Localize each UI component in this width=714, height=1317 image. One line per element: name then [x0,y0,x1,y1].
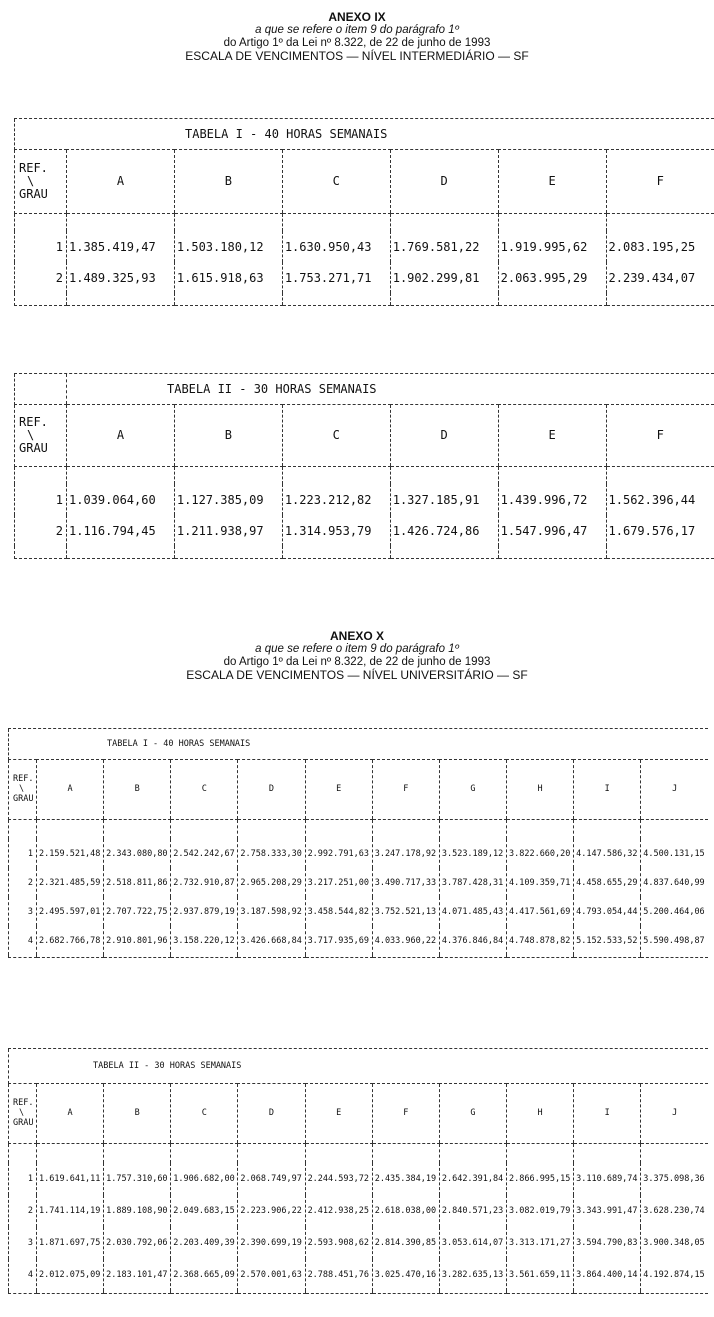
value-cell: 3.628.230,74 [641,1195,708,1227]
value-cell: 3.752.521,13 [372,897,439,926]
spacer-cell [498,546,606,558]
grau-cell: 1 [15,484,67,515]
value-cell: 3.053.614,07 [439,1227,506,1259]
value-cell: 3.025.470,16 [372,1259,439,1291]
value-cell: 3.561.659,11 [506,1259,573,1291]
value-cell: 2.239.434,07 [606,262,714,293]
grau-cell: 4 [9,926,37,955]
spacer-cell [641,819,708,839]
column-header: C [282,404,390,466]
table-title-spacer [15,374,67,404]
ref-grau-label-line: GRAU [13,1118,34,1128]
value-cell: 1.562.396,44 [606,484,714,515]
spacer-cell [282,213,390,231]
table-row [9,1227,709,1259]
anexo-ix-line2: do Artigo 1º da Lei nº 8.322, de 22 de junho de 1993 [223,37,491,49]
column-header: I [574,1083,641,1143]
spacer-cell [174,293,282,305]
value-cell: 3.158.220,12 [171,926,238,955]
value-cell: 1.906.682,00 [171,1163,238,1195]
spacer-cell [238,1143,305,1163]
value-cell: 2.368.665,09 [171,1259,238,1291]
spacer-cell [498,293,606,305]
spacer-cell [641,1143,708,1163]
spacer-cell [282,293,390,305]
spacer-cell [15,293,67,305]
spacer-cell [439,1143,506,1163]
anexo-ix-tabela1 [14,118,714,306]
value-cell: 1.679.576,17 [606,515,714,546]
value-cell: 2.435.384,19 [372,1163,439,1195]
spacer-cell [15,213,67,231]
column-header: F [606,404,714,466]
value-cell: 2.083.195,25 [606,231,714,262]
ref-grau-label-line: REF. [19,160,48,175]
value-cell: 2.390.699,19 [238,1227,305,1259]
spacer-cell [498,213,606,231]
value-cell: 2.518.811,86 [104,868,171,897]
anexo-ix-tabela1-grid [14,119,714,306]
column-header: B [104,759,171,819]
grau-cell: 2 [9,1195,37,1227]
value-cell: 3.343.991,47 [574,1195,641,1227]
value-cell: 3.313.171,27 [506,1227,573,1259]
ref-grau-label-line: GRAU [19,440,48,455]
value-cell: 1.619.641,11 [37,1163,104,1195]
spacer-cell [506,955,573,957]
column-header: I [574,759,641,819]
value-cell: 2.030.792,06 [104,1227,171,1259]
value-cell: 3.864.400,14 [574,1259,641,1291]
spacer-cell [238,955,305,957]
ref-grau-label-line: GRAU [13,794,34,804]
column-header: E [498,404,606,466]
column-header: J [641,1083,708,1143]
value-cell: 3.523.189,12 [439,839,506,868]
value-cell: 3.426.668,84 [238,926,305,955]
spacer-cell [104,1291,171,1293]
spacer-cell [305,819,372,839]
column-header: A [67,404,175,466]
value-cell: 2.183.101,47 [104,1259,171,1291]
value-cell: 2.244.593,72 [305,1163,372,1195]
column-header: J [641,759,708,819]
value-cell: 2.814.390,85 [372,1227,439,1259]
column-header: G [439,1083,506,1143]
spacer-cell [506,819,573,839]
spacer-cell [37,1143,104,1163]
anexo-ix-tabela2 [14,373,714,559]
spacer-cell [37,1291,104,1293]
value-cell: 1.889.108,90 [104,1195,171,1227]
value-cell: 1.039.064,60 [67,484,175,515]
value-cell: 1.127.385,09 [174,484,282,515]
anexo-ix-header [0,10,714,63]
anexo-ix-tabela2-grid [14,374,714,559]
column-header: B [104,1083,171,1143]
column-header: F [372,1083,439,1143]
value-cell: 3.594.790,83 [574,1227,641,1259]
anexo-x-tabela1 [8,728,708,958]
anexo-ix-title: ANEXO IX [328,10,386,24]
value-cell: 2.068.749,97 [238,1163,305,1195]
table-row [15,262,714,293]
ref-grau-label-line: REF. [13,774,34,784]
value-cell: 2.937.879,19 [171,897,238,926]
table-row [9,1163,709,1195]
table-title: TABELA I - 40 HORAS SEMANAIS [9,729,709,759]
spacer-cell [15,546,67,558]
table-row [9,897,709,926]
value-cell: 4.071.485,43 [439,897,506,926]
value-cell: 4.417.561,69 [506,897,573,926]
table-row [9,1195,709,1227]
spacer-cell [9,1143,37,1163]
column-header: B [174,149,282,213]
table-row [9,868,709,897]
value-cell: 4.147.586,32 [574,839,641,868]
table-title: TABELA I - 40 HORAS SEMANAIS [15,119,714,149]
spacer-cell [67,466,175,484]
ref-grau-label-line: REF. [19,414,48,429]
spacer-cell [574,1143,641,1163]
grau-cell: 1 [9,839,37,868]
spacer-cell [606,466,714,484]
value-cell: 4.192.874,15 [641,1259,708,1291]
spacer-cell [104,955,171,957]
spacer-cell [390,546,498,558]
value-cell: 1.489.325,93 [67,262,175,293]
spacer-cell [506,1143,573,1163]
anexo-x-line3: ESCALA DE VENCIMENTOS — NÍVEL UNIVERSITÁRIO — SF [186,668,528,682]
value-cell: 4.109.359,71 [506,868,573,897]
value-cell: 1.753.271,71 [282,262,390,293]
anexo-x-tabela2-grid [8,1049,708,1294]
value-cell: 2.758.333,30 [238,839,305,868]
value-cell: 1.503.180,12 [174,231,282,262]
value-cell: 1.769.581,22 [390,231,498,262]
value-cell: 2.223.906,22 [238,1195,305,1227]
spacer-cell [390,293,498,305]
spacer-cell [67,546,175,558]
value-cell: 2.495.597,01 [37,897,104,926]
table-title: TABELA II - 30 HORAS SEMANAIS [67,374,714,404]
spacer-cell [9,1291,37,1293]
column-header: G [439,759,506,819]
ref-grau-label-line: \ [19,784,25,794]
value-cell: 3.490.717,33 [372,868,439,897]
column-header: F [372,759,439,819]
value-cell: 1.919.995,62 [498,231,606,262]
spacer-cell [390,466,498,484]
anexo-x-line2: do Artigo 1º da Lei nº 8.322, de 22 de junho de 1993 [223,656,491,668]
grau-cell: 3 [9,1227,37,1259]
spacer-cell [238,1291,305,1293]
ref-grau-label-line: \ [27,427,35,442]
spacer-cell [9,819,37,839]
spacer-cell [372,1143,439,1163]
value-cell: 4.500.131,15 [641,839,708,868]
spacer-cell [171,1143,238,1163]
value-cell: 5.152.533,52 [574,926,641,955]
value-cell: 2.788.451,76 [305,1259,372,1291]
value-cell: 1.327.185,91 [390,484,498,515]
value-cell: 2.343.080,80 [104,839,171,868]
column-header: D [238,759,305,819]
ref-grau-header [9,1083,37,1143]
value-cell: 1.741.114,19 [37,1195,104,1227]
value-cell: 1.902.299,81 [390,262,498,293]
spacer-cell [641,1291,708,1293]
grau-cell: 2 [15,262,67,293]
ref-grau-header [15,149,67,213]
value-cell: 3.247.178,92 [372,839,439,868]
spacer-cell [174,466,282,484]
spacer-cell [67,213,175,231]
value-cell: 2.840.571,23 [439,1195,506,1227]
value-cell: 1.547.996,47 [498,515,606,546]
spacer-cell [104,819,171,839]
spacer-cell [372,1291,439,1293]
value-cell: 1.116.794,45 [67,515,175,546]
value-cell: 2.412.938,25 [305,1195,372,1227]
column-header: H [506,759,573,819]
spacer-cell [439,955,506,957]
column-header: E [305,1083,372,1143]
column-header: A [67,149,175,213]
value-cell: 2.203.409,39 [171,1227,238,1259]
value-cell: 3.375.098,36 [641,1163,708,1195]
anexo-x-header [0,629,714,682]
column-header: E [305,759,372,819]
value-cell: 2.707.722,75 [104,897,171,926]
value-cell: 4.837.640,99 [641,868,708,897]
value-cell: 4.033.960,22 [372,926,439,955]
value-cell: 3.282.635,13 [439,1259,506,1291]
value-cell: 2.542.242,67 [171,839,238,868]
anexo-x-title: ANEXO X [329,629,384,643]
column-header: E [498,149,606,213]
value-cell: 2.012.075,09 [37,1259,104,1291]
grau-cell: 1 [9,1163,37,1195]
spacer-cell [15,466,67,484]
value-cell: 3.717.935,69 [305,926,372,955]
value-cell: 2.682.766,78 [37,926,104,955]
value-cell: 3.822.660,20 [506,839,573,868]
spacer-cell [372,819,439,839]
anexo-ix-line1: a que se refere o item 9 do parágrafo 1º [255,24,459,36]
value-cell: 2.063.995,29 [498,262,606,293]
value-cell: 2.593.908,62 [305,1227,372,1259]
spacer-cell [171,1291,238,1293]
spacer-cell [372,955,439,957]
value-cell: 2.159.521,48 [37,839,104,868]
spacer-cell [606,213,714,231]
column-header: C [171,1083,238,1143]
column-header: D [238,1083,305,1143]
value-cell: 1.223.212,82 [282,484,390,515]
ref-grau-label-line: \ [19,1108,25,1118]
spacer-cell [37,819,104,839]
value-cell: 2.642.391,84 [439,1163,506,1195]
spacer-cell [390,213,498,231]
table-row [15,484,714,515]
ref-grau-label-line: GRAU [19,186,48,201]
value-cell: 3.458.544,82 [305,897,372,926]
value-cell: 2.321.485,59 [37,868,104,897]
spacer-cell [171,955,238,957]
value-cell: 4.376.846,84 [439,926,506,955]
value-cell: 1.630.950,43 [282,231,390,262]
spacer-cell [9,955,37,957]
spacer-cell [37,955,104,957]
spacer-cell [282,466,390,484]
ref-grau-header [9,759,37,819]
column-header: A [37,1083,104,1143]
table-row [15,515,714,546]
value-cell: 2.732.910,87 [171,868,238,897]
spacer-cell [641,955,708,957]
value-cell: 3.110.689,74 [574,1163,641,1195]
spacer-cell [506,1291,573,1293]
spacer-cell [67,293,175,305]
column-header: F [606,149,714,213]
value-cell: 1.757.310,60 [104,1163,171,1195]
anexo-x-line1: a que se refere o item 9 do parágrafo 1º [255,643,459,655]
value-cell: 1.211.938,97 [174,515,282,546]
value-cell: 1.385.419,47 [67,231,175,262]
column-header: A [37,759,104,819]
spacer-cell [305,955,372,957]
spacer-cell [439,1291,506,1293]
value-cell: 2.910.801,96 [104,926,171,955]
value-cell: 2.866.995,15 [506,1163,573,1195]
spacer-cell [174,546,282,558]
spacer-cell [238,819,305,839]
table-title: TABELA II - 30 HORAS SEMANAIS [9,1049,709,1083]
spacer-cell [574,955,641,957]
value-cell: 3.217.251,00 [305,868,372,897]
value-cell: 5.200.464,06 [641,897,708,926]
spacer-cell [305,1143,372,1163]
value-cell: 3.082.019,79 [506,1195,573,1227]
spacer-cell [104,1143,171,1163]
value-cell: 1.314.953,79 [282,515,390,546]
value-cell: 1.615.918,63 [174,262,282,293]
spacer-cell [606,546,714,558]
value-cell: 1.439.996,72 [498,484,606,515]
column-header: C [282,149,390,213]
spacer-cell [606,293,714,305]
value-cell: 2.049.683,15 [171,1195,238,1227]
value-cell: 4.458.655,29 [574,868,641,897]
value-cell: 1.871.697,75 [37,1227,104,1259]
spacer-cell [174,213,282,231]
column-header: D [390,404,498,466]
grau-cell: 1 [15,231,67,262]
anexo-ix-line3: ESCALA DE VENCIMENTOS — NÍVEL INTERMEDIÁRIO — SF [185,49,529,63]
spacer-cell [574,1291,641,1293]
grau-cell: 4 [9,1259,37,1291]
value-cell: 2.618.038,00 [372,1195,439,1227]
value-cell: 4.793.054,44 [574,897,641,926]
table-row [9,839,709,868]
value-cell: 4.748.878,82 [506,926,573,955]
ref-grau-header [15,404,67,466]
ref-grau-label-line: REF. [13,1098,34,1108]
ref-grau-label-line: \ [27,173,35,188]
value-cell: 2.965.208,29 [238,868,305,897]
grau-cell: 2 [9,868,37,897]
value-cell: 2.992.791,63 [305,839,372,868]
table-row [9,926,709,955]
spacer-cell [171,819,238,839]
spacer-cell [439,819,506,839]
column-header: C [171,759,238,819]
column-header: D [390,149,498,213]
spacer-cell [498,466,606,484]
table-row [15,231,714,262]
grau-cell: 2 [15,515,67,546]
column-header: B [174,404,282,466]
spacer-cell [574,819,641,839]
value-cell: 3.187.598,92 [238,897,305,926]
spacer-cell [305,1291,372,1293]
spacer-cell [282,546,390,558]
value-cell: 5.590.498,87 [641,926,708,955]
anexo-x-tabela1-grid [8,729,708,958]
value-cell: 1.426.724,86 [390,515,498,546]
column-header: H [506,1083,573,1143]
anexo-x-tabela2 [8,1048,708,1294]
grau-cell: 3 [9,897,37,926]
value-cell: 3.900.348,05 [641,1227,708,1259]
value-cell: 3.787.428,31 [439,868,506,897]
table-row [9,1259,709,1291]
value-cell: 2.570.001,63 [238,1259,305,1291]
